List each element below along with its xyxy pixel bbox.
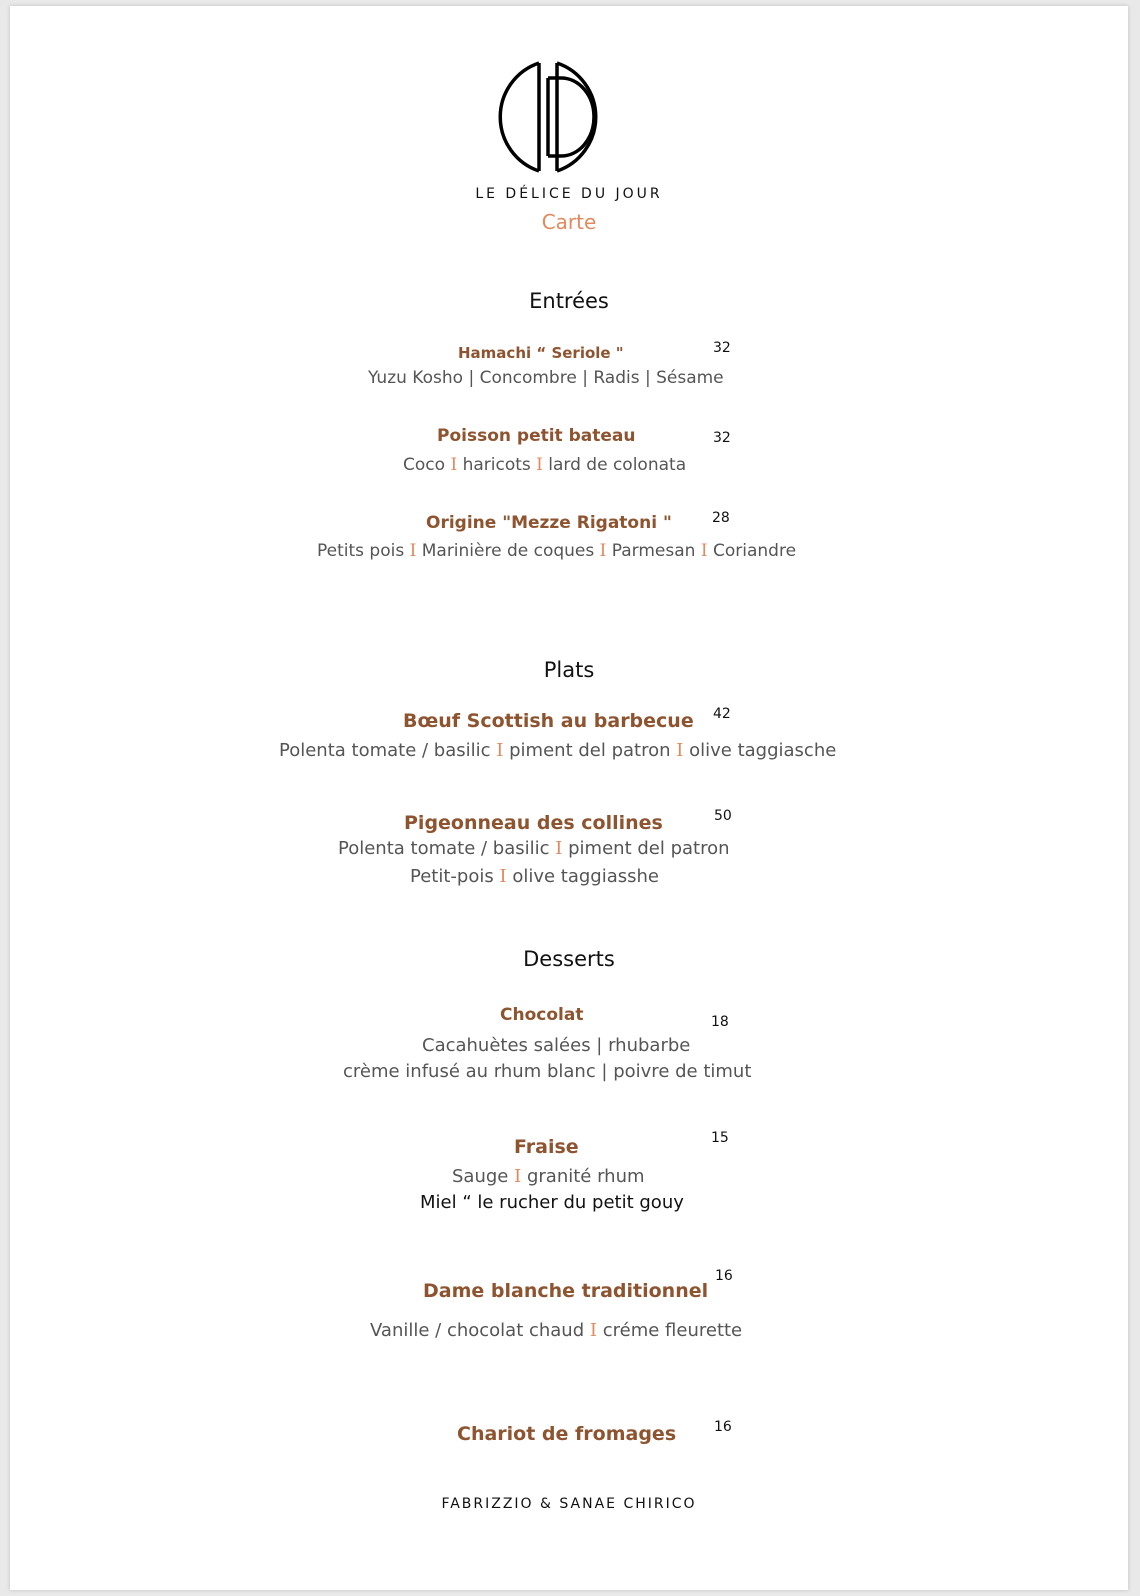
dish-name-poisson: Poisson petit bateau [437,426,636,446]
dish-name-pigeonneau: Pigeonneau des collines [404,812,663,834]
dish-desc-fraise-line2: Miel “ le rucher du petit gouy [420,1192,684,1213]
section-title-plats: Plats [543,658,595,682]
dish-price-boeuf: 42 [713,706,731,722]
dish-price-hamachi: 32 [713,340,731,356]
dish-desc-origine: Petits pois I Marinière de coques I Parmesan I Coriandre [317,541,797,561]
dish-name-chocolat: Chocolat [500,1005,584,1025]
ld-monogram-icon [493,56,617,180]
dish-name-chariot: Chariot de fromages [457,1423,677,1445]
dish-price-chocolat: 18 [711,1014,729,1030]
dish-desc-poisson: Coco I haricots I lard de colonata [403,455,687,475]
dish-price-poisson: 32 [713,430,731,446]
dish-desc-pigeonneau-line2: Petit-pois I olive taggiasshe [410,866,659,887]
section-title-entrees: Entrées [529,289,609,313]
menu-subtitle: Carte [541,210,597,234]
dish-price-dame-blanche: 16 [715,1268,733,1284]
dish-desc-dame-blanche: Vanille / chocolat chaud I créme fleurette [370,1320,743,1341]
footer-owners: FABRIZZIO & SANAE CHIRICO [441,1496,697,1512]
dish-price-fraise: 15 [711,1130,729,1146]
dish-desc-chocolat-line2: crème infusé au rhum blanc | poivre de timut [343,1061,752,1082]
dish-price-origine: 28 [712,510,730,526]
menu-page [10,6,1128,1590]
dish-name-boeuf: Bœuf Scottish au barbecue [403,710,694,732]
dish-name-hamachi: Hamachi “ Seriole " [458,344,624,362]
section-title-desserts: Desserts [523,947,615,971]
dish-desc-boeuf: Polenta tomate / basilic I piment del patron I olive taggiasche [279,740,837,761]
dish-desc-chocolat-line1: Cacahuètes salées | rhubarbe [422,1035,691,1056]
dish-desc-pigeonneau-line1: Polenta tomate / basilic I piment del patron [338,838,730,859]
dish-name-dame-blanche: Dame blanche traditionnel [423,1280,709,1302]
restaurant-name: LE DÉLICE DU JOUR [475,186,663,202]
dish-name-origine: Origine "Mezze Rigatoni " [426,513,672,533]
dish-desc-fraise-line1: Sauge I granité rhum [452,1166,645,1187]
dish-name-fraise: Fraise [514,1136,579,1158]
dish-price-chariot: 16 [714,1419,732,1435]
dish-desc-hamachi: Yuzu Kosho | Concombre | Radis | Sésame [368,368,724,388]
dish-price-pigeonneau: 50 [714,808,732,824]
